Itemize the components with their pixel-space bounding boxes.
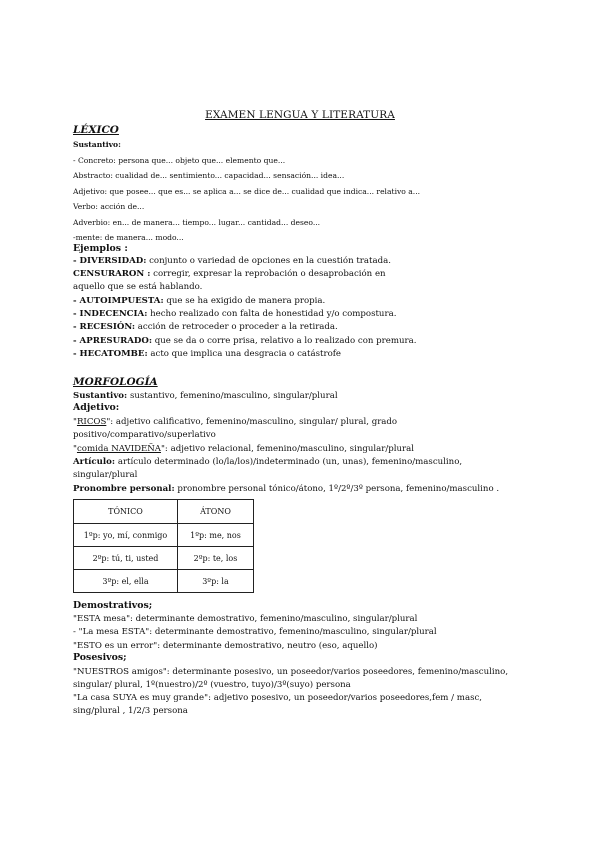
morf-text: sustantivo, femenino/masculino, singular/plural xyxy=(127,391,338,401)
example-term: - DIVERSIDAD: xyxy=(73,256,147,266)
example-definition: acto que implica una desgracia o catástrofe xyxy=(147,349,342,359)
section-heading-morfologia: MORFOLOGÍA xyxy=(73,376,158,388)
demostrativo-example: - "La mesa ESTA": determinante demostrativo, femenino/masculino, singular/plural xyxy=(73,627,437,637)
example-term: - AUTOIMPUESTA: xyxy=(73,296,164,306)
document-title: EXAMEN LENGUA Y LITERATURA xyxy=(205,109,395,121)
quote-open: " xyxy=(73,417,77,427)
table-cell: 3ºp: la xyxy=(178,570,254,593)
demostrativo-example: "ESTO es un error": determinante demostrativo, neutro (eso, aquello) xyxy=(73,641,378,651)
section-heading-lexico: LÉXICO xyxy=(73,124,119,136)
posesivo-example: "NUESTROS amigos": determinante posesivo, un poseedor/varios poseedores, femenino/masculino, xyxy=(73,667,509,677)
lexico-line: -mente: de manera... modo... xyxy=(73,233,184,242)
example-item xyxy=(73,295,325,307)
example-definition: que se ha exigido de manera propia. xyxy=(163,296,326,306)
example-word: RICOS xyxy=(76,417,107,427)
example-term: - HECATOMBE: xyxy=(73,349,148,359)
articulo-cont: singular/plural xyxy=(73,470,138,480)
example-item xyxy=(73,255,391,267)
example-definition: conjunto o variedad de opciones en la cuestión tratada. xyxy=(146,256,391,266)
morf-articulo xyxy=(73,456,462,468)
table-cell: 2ºp: te, los xyxy=(178,547,254,570)
example-definition: aquello que se está hablando. xyxy=(73,282,203,292)
ejemplos-label: Ejemplos : xyxy=(73,243,128,254)
morf-text: artículo determinado (lo/la/los)/indeterminado (un, unas), femenino/masculino, xyxy=(115,457,463,467)
example-definition: que se da o corre prisa, relativo a lo realizado con premura. xyxy=(152,336,417,346)
table-cell: 3ºp: el, ella xyxy=(74,570,178,593)
example-definition: corregir, expresar la reprobación o desaprobación en xyxy=(150,269,386,279)
example-item xyxy=(73,335,416,347)
posesivo-example: singular/ plural, 1º(nuestro)/2º (vuestro, tuyo)/3º(suyo) persona xyxy=(73,680,351,690)
table-row xyxy=(74,524,254,547)
table-row xyxy=(74,547,254,570)
lexico-line: Abstracto: cualidad de... sentimiento... capacidad... sensación... idea... xyxy=(73,171,345,180)
adjetivo-label: Adjetivo: xyxy=(73,402,120,413)
example-item xyxy=(73,281,202,293)
pronoun-table xyxy=(73,499,254,593)
morf-text: ": adjetivo calificativo, femenino/masculino, singular/ plural, grado xyxy=(106,417,398,427)
table-cell: 1ºp: me, nos xyxy=(178,524,254,547)
table-header-row xyxy=(74,500,254,524)
table-header-cell: ÁTONO xyxy=(178,500,254,524)
example-item xyxy=(73,321,338,333)
example-word: comida NAVIDEÑA xyxy=(76,444,161,454)
table-row xyxy=(74,570,254,593)
table-cell: 1ºp: yo, mí, conmigo xyxy=(74,524,178,547)
lexico-line: Verbo: acción de... xyxy=(73,202,145,211)
posesivo-example: sing/plural , 1/2/3 persona xyxy=(73,706,188,716)
lexico-line: Adverbio: en... de manera... tiempo... lugar... cantidad... deseo... xyxy=(73,218,321,227)
posesivo-example: "La casa SUYA es muy grande": adjetivo posesivo, un poseedor/varios poseedores,fem / masc, xyxy=(73,693,483,703)
example-item xyxy=(73,348,341,360)
lexico-line: Adjetivo: que posee... que es... se aplica a... se dice de... cualidad que indica... relativo a... xyxy=(73,187,421,196)
example-definition: acción de retroceder o proceder a la retirada. xyxy=(135,322,338,332)
demostrativos-label: Demostrativos; xyxy=(73,600,153,611)
morf-label: Pronombre personal: xyxy=(73,484,175,494)
morf-text: pronombre personal tónico/átono, 1º/2º/3º persona, femenino/masculino . xyxy=(174,484,500,494)
adjetivo-example-cont: positivo/comparativo/superlativo xyxy=(73,430,216,440)
posesivos-label: Posesivos; xyxy=(73,652,127,663)
example-definition: hecho realizado con falta de honestidad y/o compostura. xyxy=(147,309,397,319)
example-term: - APRESURADO: xyxy=(73,336,153,346)
adjetivo-example xyxy=(73,416,397,428)
sustantivo-label: Sustantivo: xyxy=(73,140,121,149)
morf-label: Sustantivo: xyxy=(73,391,128,401)
morf-sustantivo xyxy=(73,390,338,402)
table-header-cell: TÓNICO xyxy=(74,500,178,524)
morf-text: ": adjetivo relacional, femenino/masculino, singular/plural xyxy=(160,444,415,454)
example-term: - RECESIÓN: xyxy=(73,322,136,332)
example-term: - INDECENCIA: xyxy=(73,309,148,319)
table-cell: 2ºp: tú, ti, usted xyxy=(74,547,178,570)
quote-open: " xyxy=(73,444,77,454)
example-item xyxy=(73,308,396,320)
adjetivo-example xyxy=(73,443,414,455)
demostrativo-example: "ESTA mesa": determinante demostrativo, femenino/masculino, singular/plural xyxy=(73,614,418,624)
example-term: CENSURARON : xyxy=(73,269,151,279)
example-item xyxy=(73,268,386,280)
lexico-line: - Concreto: persona que... objeto que... elemento que... xyxy=(73,156,286,165)
morf-label: Artículo: xyxy=(73,457,116,467)
morf-pronombre xyxy=(73,483,499,495)
